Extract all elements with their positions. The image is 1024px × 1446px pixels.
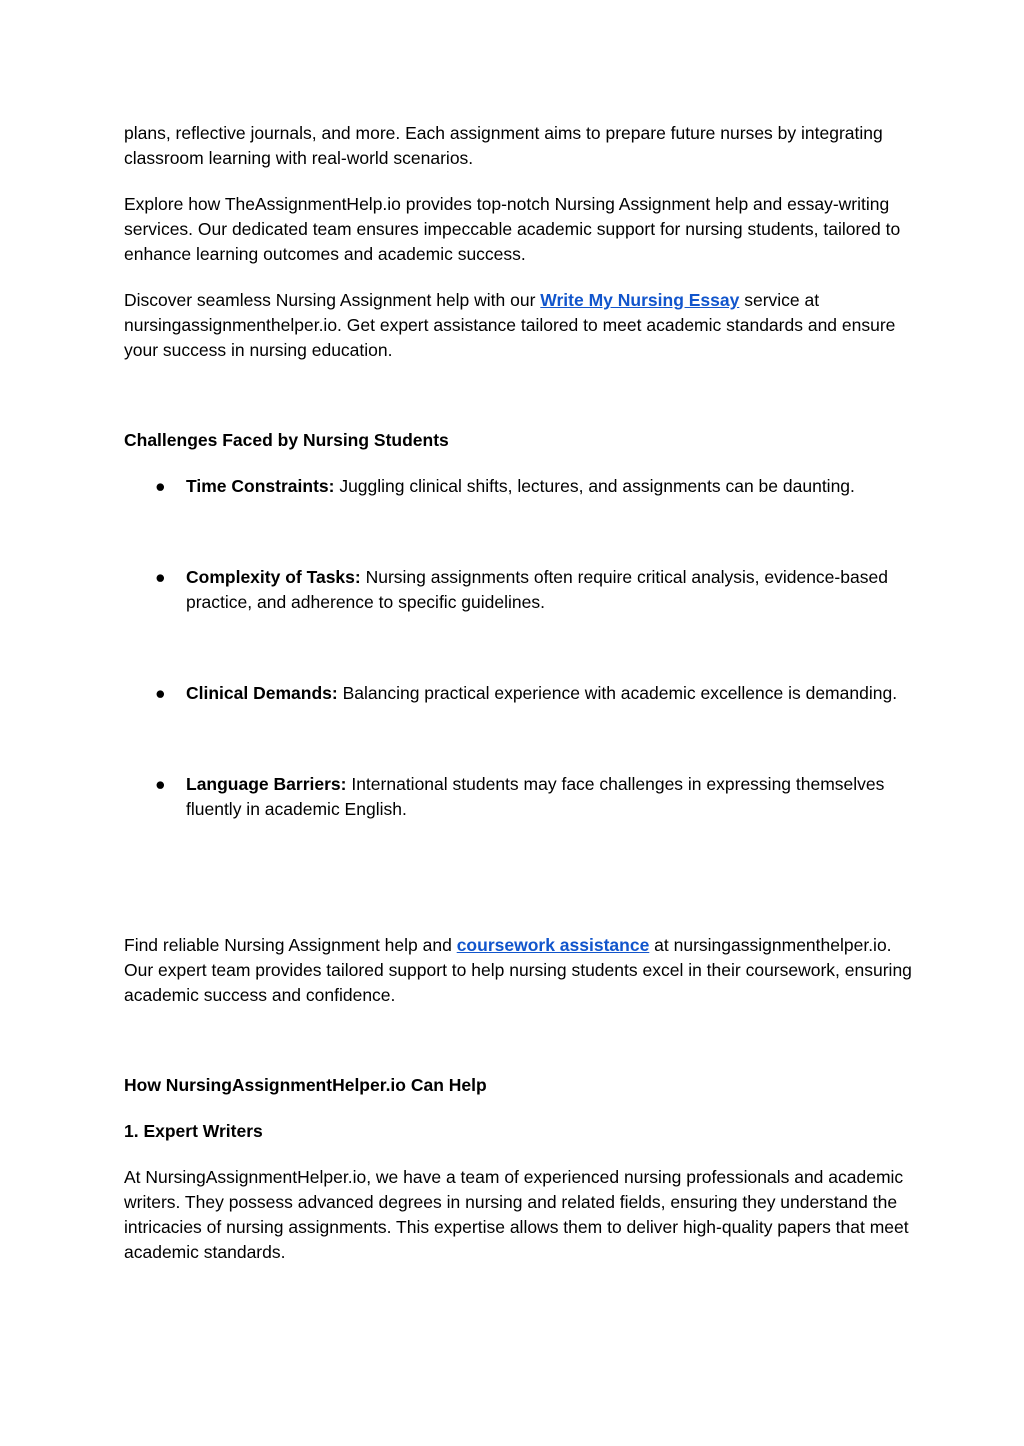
- bullet-text: Juggling clinical shifts, lectures, and assignments can be daunting.: [334, 476, 855, 496]
- list-item: [124, 474, 914, 499]
- bullet-icon: ●: [155, 683, 166, 703]
- find-paragraph: [124, 933, 914, 1008]
- discover-text-after: service at nursingassignmenthelper.io. Get expert assistance tailored to meet academic standards and ensure your success in nursing education.: [124, 290, 896, 360]
- document-page: [124, 121, 914, 1265]
- challenges-heading: Challenges Faced by Nursing Students: [124, 430, 449, 450]
- bullet-text: International students may face challenges in expressing themselves fluently in academic English.: [186, 774, 885, 819]
- bullet-icon: ●: [155, 567, 166, 587]
- explore-paragraph: Explore how TheAssignmentHelp.io provides top-notch Nursing Assignment help and essay-writing services. Our dedicated team ensures impeccable academic support for nursing students, tailored to enhance learning outcomes and academic success.: [124, 194, 901, 264]
- bullet-term: Complexity of Tasks:: [186, 567, 361, 587]
- intro-paragraph-tail: plans, reflective journals, and more. Each assignment aims to prepare future nurses by integrating classroom learning with real-world scenarios.: [124, 123, 883, 168]
- bullet-term: Time Constraints:: [186, 476, 335, 496]
- expert-writers-paragraph: At NursingAssignmentHelper.io, we have a team of experienced nursing professionals and academic writers. They possess advanced degrees in nursing and related fields, ensuring they understand the intricacies of nursing assignments. This expertise allows them to deliver high-quality papers that meet academic standards.: [124, 1167, 909, 1262]
- bullet-icon: ●: [155, 476, 166, 496]
- bullet-text: Balancing practical experience with academic excellence is demanding.: [337, 683, 898, 703]
- expert-writers-heading: 1. Expert Writers: [124, 1121, 263, 1141]
- how-heading: How NursingAssignmentHelper.io Can Help: [124, 1075, 487, 1095]
- bullet-text: Nursing assignments often require critical analysis, evidence-based practice, and adherence to specific guidelines.: [186, 567, 888, 612]
- discover-text-before: Discover seamless Nursing Assignment help with our: [124, 290, 541, 310]
- find-text-before: Find reliable Nursing Assignment help and: [124, 935, 457, 955]
- bullet-term: Language Barriers:: [186, 774, 347, 794]
- bullet-term: Clinical Demands:: [186, 683, 338, 703]
- discover-paragraph: [124, 288, 914, 363]
- list-item: [124, 772, 914, 822]
- coursework-assistance-link[interactable]: coursework assistance: [456, 935, 650, 955]
- write-my-nursing-essay-link[interactable]: Write My Nursing Essay: [540, 290, 740, 310]
- challenges-list: [124, 474, 914, 822]
- list-item: [124, 565, 914, 615]
- find-text-after: at nursingassignmenthelper.io. Our expert team provides tailored support to help nursing students excel in their coursework, ensuring academic success and confidence.: [124, 935, 912, 1005]
- list-item: [124, 681, 914, 706]
- bullet-icon: ●: [155, 774, 166, 794]
